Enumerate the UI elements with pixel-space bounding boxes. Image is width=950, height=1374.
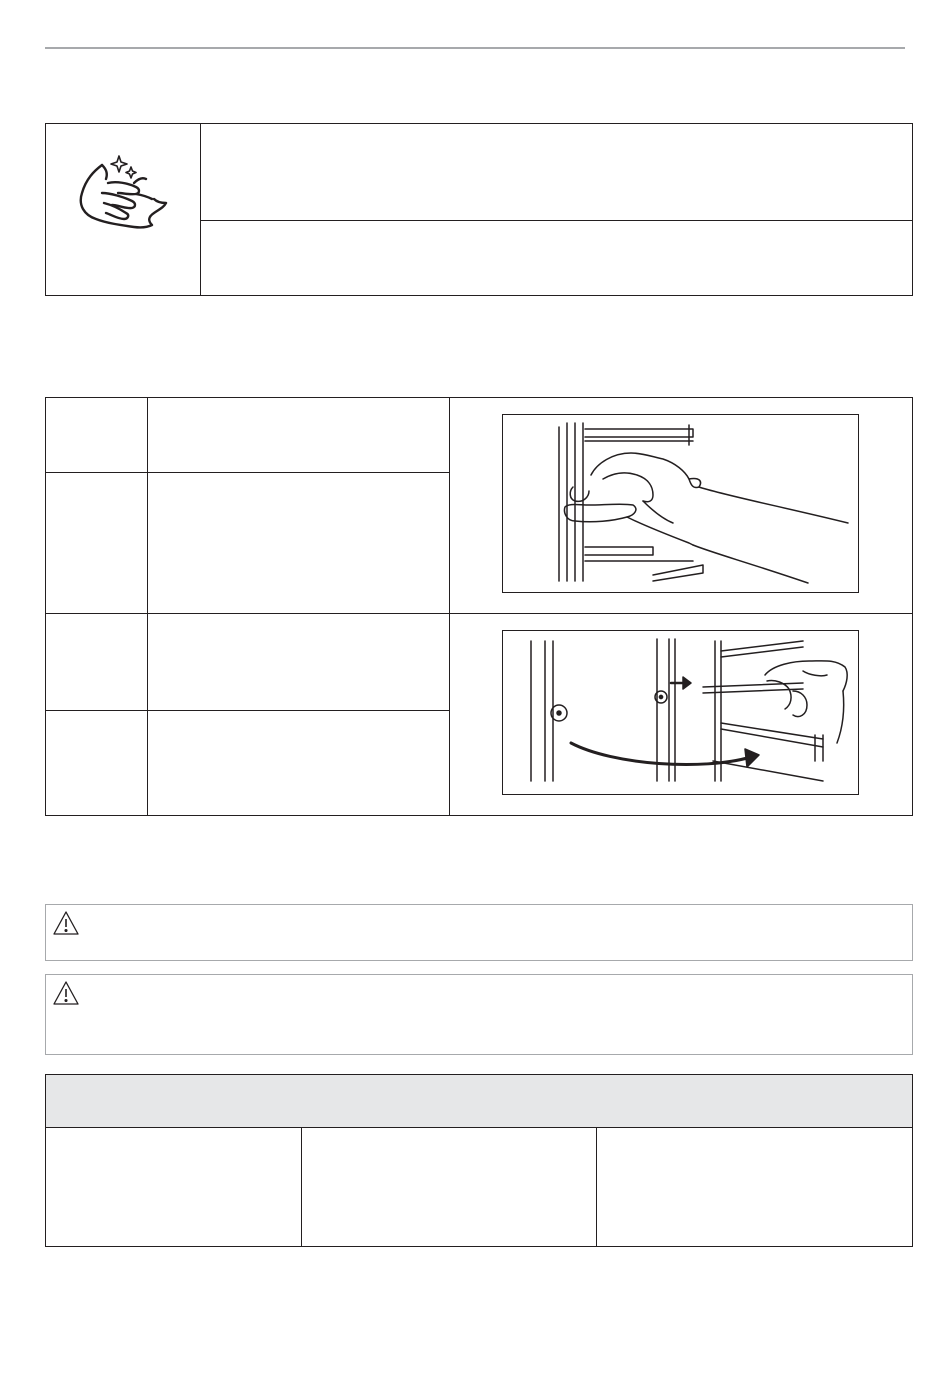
shelf-table-row-divider-1 xyxy=(45,472,449,473)
bottom-table-col-divider-2 xyxy=(596,1127,597,1247)
hand-wipe-sparkle-icon xyxy=(72,153,172,233)
top-rule xyxy=(45,47,905,49)
bottom-table-body xyxy=(45,1127,913,1247)
shelf-table-row-divider-3 xyxy=(45,710,449,711)
shelf-table-step-divider xyxy=(147,397,148,816)
cleaning-table xyxy=(45,123,913,296)
bottom-table-header xyxy=(45,1074,913,1128)
bottom-table-col-divider-1 xyxy=(301,1127,302,1247)
cleaning-table-divider xyxy=(200,123,201,296)
shelf-table-figure-divider xyxy=(449,397,450,816)
shelf-table-section-divider xyxy=(45,613,913,614)
warning-triangle-icon xyxy=(52,980,80,1006)
remove-shelf-support-front-illustration xyxy=(502,414,859,593)
warning-triangle-icon xyxy=(52,910,80,936)
warning-box xyxy=(45,904,913,961)
cleaning-table-row-divider xyxy=(200,220,913,221)
warning-box xyxy=(45,974,913,1055)
remove-shelf-support-rear-illustration xyxy=(502,630,859,795)
